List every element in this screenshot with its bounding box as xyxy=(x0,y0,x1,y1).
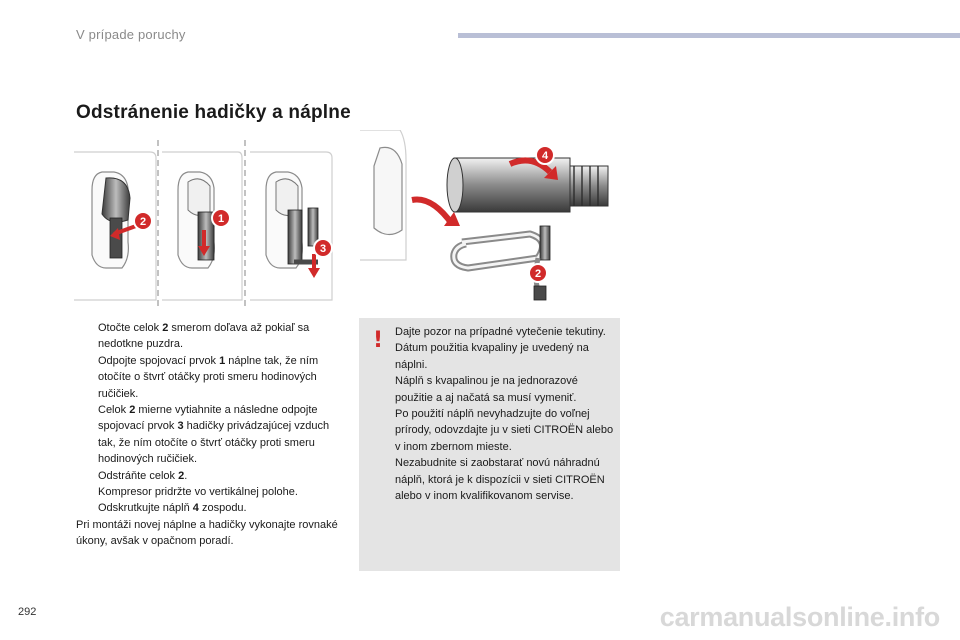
bullet-icon xyxy=(76,500,98,516)
closing-note: Pri montáži novej náplne a hadičky vykonajte rovnaké úkony, avšak v opačnom poradí. xyxy=(76,518,338,548)
warning-icon: ! xyxy=(373,328,384,353)
figure-panel-3 xyxy=(250,152,332,300)
warning-box xyxy=(359,318,620,571)
figure-panel-4 xyxy=(360,130,608,300)
warning-line: Náplň s kvapalinou je na jednorazové použitie a aj načatá sa musí vymeniť. xyxy=(395,375,578,404)
callout-label: 3 xyxy=(319,243,327,255)
list-item xyxy=(76,320,346,353)
list-item xyxy=(76,353,346,402)
instruction-list xyxy=(76,320,346,550)
callout-3 xyxy=(314,239,332,257)
bullet-icon xyxy=(76,402,98,468)
illustrations xyxy=(70,130,630,310)
bullet-icon xyxy=(76,320,98,353)
list-item xyxy=(76,484,346,500)
callout-label: 2 xyxy=(534,268,542,280)
warning-text xyxy=(395,324,617,504)
list-item xyxy=(76,468,346,484)
callout-2 xyxy=(134,212,152,230)
callout-1 xyxy=(212,209,230,227)
step-text: Otočte celok 2 smerom doľava až pokiaľ sa nedotkne puzdra. xyxy=(98,322,310,351)
list-item xyxy=(76,402,346,468)
header-rule xyxy=(458,33,960,38)
bullet-icon xyxy=(76,353,98,402)
callout-label: 1 xyxy=(217,213,225,225)
step-text: Odskrutkujte náplň 4 zospodu. xyxy=(98,502,247,515)
callout-label: 4 xyxy=(541,150,549,162)
callout-2b xyxy=(529,264,547,282)
warning-line: Nezabudnite si zaobstarať novú náhradnú náplň, ktorá je k dispozícii v sieti CITROËN alebo v inom kvalifikovanom servise. xyxy=(395,457,605,503)
warning-line: Dajte pozor na prípadné vytečenie tekutiny. xyxy=(395,326,606,338)
step-text: Celok 2 mierne vytiahnite a následne odpojte spojovací prvok 3 hadičky privádzajúcej vzduch tak, že ním otočíte o štvrť otáčky proti smeru hodinových ručičiek. xyxy=(98,404,330,466)
page-number: 292 xyxy=(18,606,37,618)
step-text: Kompresor pridržte vo vertikálnej polohe. xyxy=(98,486,298,499)
figure-panel-2 xyxy=(162,152,242,300)
watermark: carmanualsonline.info xyxy=(659,602,940,632)
illustration-svg xyxy=(70,130,630,310)
page-title: Odstránenie hadičky a náplne xyxy=(76,102,351,123)
step-text: Odpojte spojovací prvok 1 náplne tak, že ním otočíte o štvrť otáčky proti smeru hodinových ručičiek. xyxy=(98,354,319,400)
bullet-icon xyxy=(76,468,98,484)
bullet-icon xyxy=(76,484,98,500)
step-text: Odstráňte celok 2. xyxy=(98,469,188,482)
callout-4 xyxy=(536,146,554,164)
list-item xyxy=(76,500,346,516)
section-label: V prípade poruchy xyxy=(76,27,186,42)
warning-line: Po použití náplň nevyhadzujte do voľnej prírody, odovzdajte ju v sieti CITROËN alebo v inom zbernom mieste. xyxy=(395,408,614,453)
callout-label: 2 xyxy=(139,216,147,228)
warning-line: Dátum použitia kvapaliny je uvedený na náplni. xyxy=(395,342,589,371)
